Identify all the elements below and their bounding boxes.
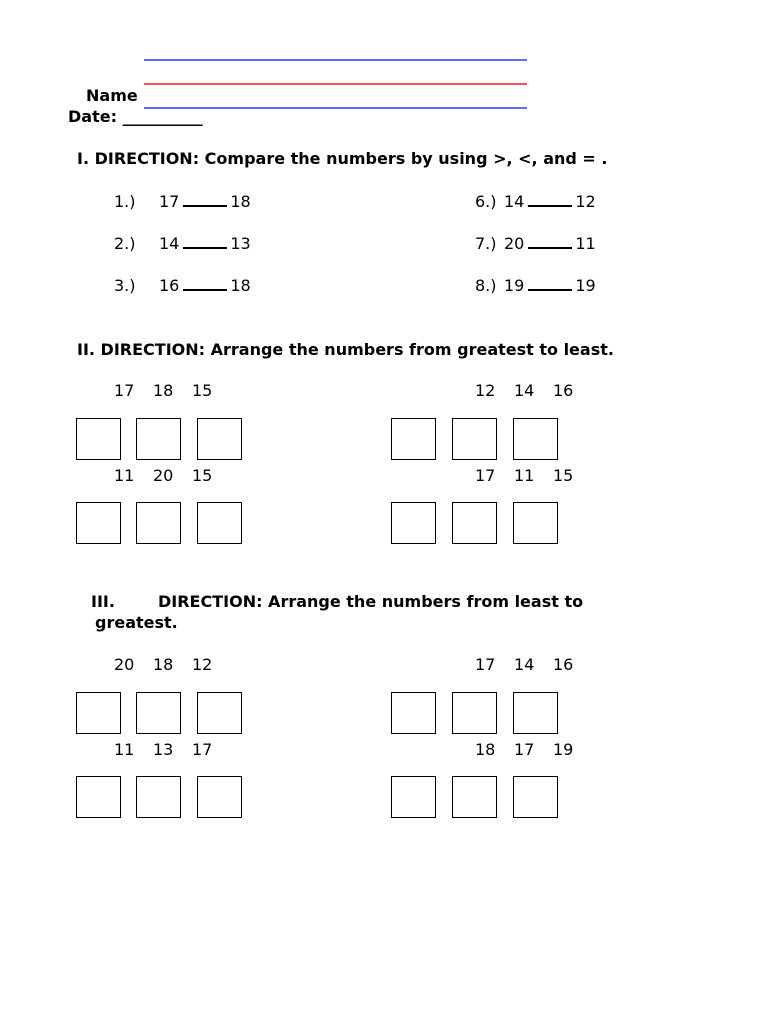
- answer-blank[interactable]: [528, 191, 572, 207]
- item-number-a: 16: [159, 276, 180, 295]
- number-set: [475, 466, 592, 485]
- number: 11: [514, 466, 535, 485]
- date-label: [68, 107, 203, 126]
- number: 13: [153, 740, 174, 759]
- item-label: 8.): [475, 276, 497, 295]
- number-set: [114, 655, 231, 674]
- item-number-b: 13: [230, 234, 251, 253]
- number: 20: [153, 466, 174, 485]
- date-label-text: Date:: [68, 107, 117, 126]
- compare-item-2: [114, 233, 251, 253]
- answer-box[interactable]: [452, 776, 497, 818]
- date-blank: __________: [122, 107, 203, 126]
- number: 15: [553, 466, 574, 485]
- section3-title-line2: greatest.: [95, 613, 178, 632]
- compare-item-1: [114, 191, 251, 211]
- number: 15: [192, 466, 213, 485]
- answer-box[interactable]: [452, 502, 497, 544]
- number: 14: [514, 655, 535, 674]
- answer-blank[interactable]: [528, 233, 572, 249]
- answer-box[interactable]: [452, 418, 497, 460]
- number: 17: [475, 466, 496, 485]
- section3-roman: III.: [91, 592, 115, 611]
- answer-box[interactable]: [513, 776, 558, 818]
- answer-box[interactable]: [76, 418, 121, 460]
- answer-box[interactable]: [391, 776, 436, 818]
- number: 18: [153, 381, 174, 400]
- answer-box[interactable]: [513, 502, 558, 544]
- number: 17: [192, 740, 213, 759]
- number: 12: [475, 381, 496, 400]
- number: 11: [114, 740, 135, 759]
- item-number-b: 11: [575, 234, 596, 253]
- item-label: 7.): [475, 234, 497, 253]
- number: 17: [475, 655, 496, 674]
- number: 14: [514, 381, 535, 400]
- answer-box[interactable]: [136, 418, 181, 460]
- name-label: Name: [86, 86, 138, 105]
- compare-item-8: [475, 275, 596, 295]
- section3-title-line1: DIRECTION: Arrange the numbers from least to: [158, 592, 584, 611]
- answer-box[interactable]: [197, 692, 242, 734]
- answer-box[interactable]: [391, 418, 436, 460]
- number-set: [475, 655, 592, 674]
- number: 17: [514, 740, 535, 759]
- name-line-middle: [144, 83, 527, 85]
- answer-blank[interactable]: [183, 191, 227, 207]
- number: 16: [553, 655, 574, 674]
- section1-title: I. DIRECTION: Compare the numbers by using >, <, and = .: [77, 149, 608, 168]
- answer-box[interactable]: [513, 418, 558, 460]
- answer-box[interactable]: [136, 776, 181, 818]
- answer-box[interactable]: [76, 776, 121, 818]
- number-set: [114, 740, 231, 759]
- answer-blank[interactable]: [183, 275, 227, 291]
- item-number-b: 19: [575, 276, 596, 295]
- item-number-a: 20: [504, 234, 525, 253]
- number-set: [475, 740, 592, 759]
- answer-box[interactable]: [136, 692, 181, 734]
- answer-box[interactable]: [197, 502, 242, 544]
- item-number-b: 12: [575, 192, 596, 211]
- number: 19: [553, 740, 574, 759]
- answer-box[interactable]: [197, 418, 242, 460]
- item-label: 1.): [114, 192, 136, 211]
- item-number-a: 17: [159, 192, 180, 211]
- item-label: 6.): [475, 192, 497, 211]
- answer-box[interactable]: [197, 776, 242, 818]
- name-line-top: [144, 59, 527, 61]
- number-set: [475, 381, 592, 400]
- answer-blank[interactable]: [183, 233, 227, 249]
- compare-item-7: [475, 233, 596, 253]
- item-number-a: 14: [504, 192, 525, 211]
- item-number-b: 18: [230, 192, 251, 211]
- answer-box[interactable]: [391, 692, 436, 734]
- item-number-b: 18: [230, 276, 251, 295]
- section2-title: II. DIRECTION: Arrange the numbers from greatest to least.: [77, 340, 614, 359]
- answer-box[interactable]: [452, 692, 497, 734]
- number: 12: [192, 655, 213, 674]
- item-label: 3.): [114, 276, 136, 295]
- answer-box[interactable]: [513, 692, 558, 734]
- compare-item-6: [475, 191, 596, 211]
- compare-item-3: [114, 275, 251, 295]
- item-label: 2.): [114, 234, 136, 253]
- number: 18: [475, 740, 496, 759]
- item-number-a: 19: [504, 276, 525, 295]
- answer-box[interactable]: [391, 502, 436, 544]
- number: 20: [114, 655, 135, 674]
- number: 11: [114, 466, 135, 485]
- answer-box[interactable]: [76, 502, 121, 544]
- number-set: [114, 466, 231, 485]
- number: 17: [114, 381, 135, 400]
- answer-box[interactable]: [136, 502, 181, 544]
- answer-blank[interactable]: [528, 275, 572, 291]
- number-set: [114, 381, 231, 400]
- number: 15: [192, 381, 213, 400]
- answer-box[interactable]: [76, 692, 121, 734]
- number: 16: [553, 381, 574, 400]
- item-number-a: 14: [159, 234, 180, 253]
- number: 18: [153, 655, 174, 674]
